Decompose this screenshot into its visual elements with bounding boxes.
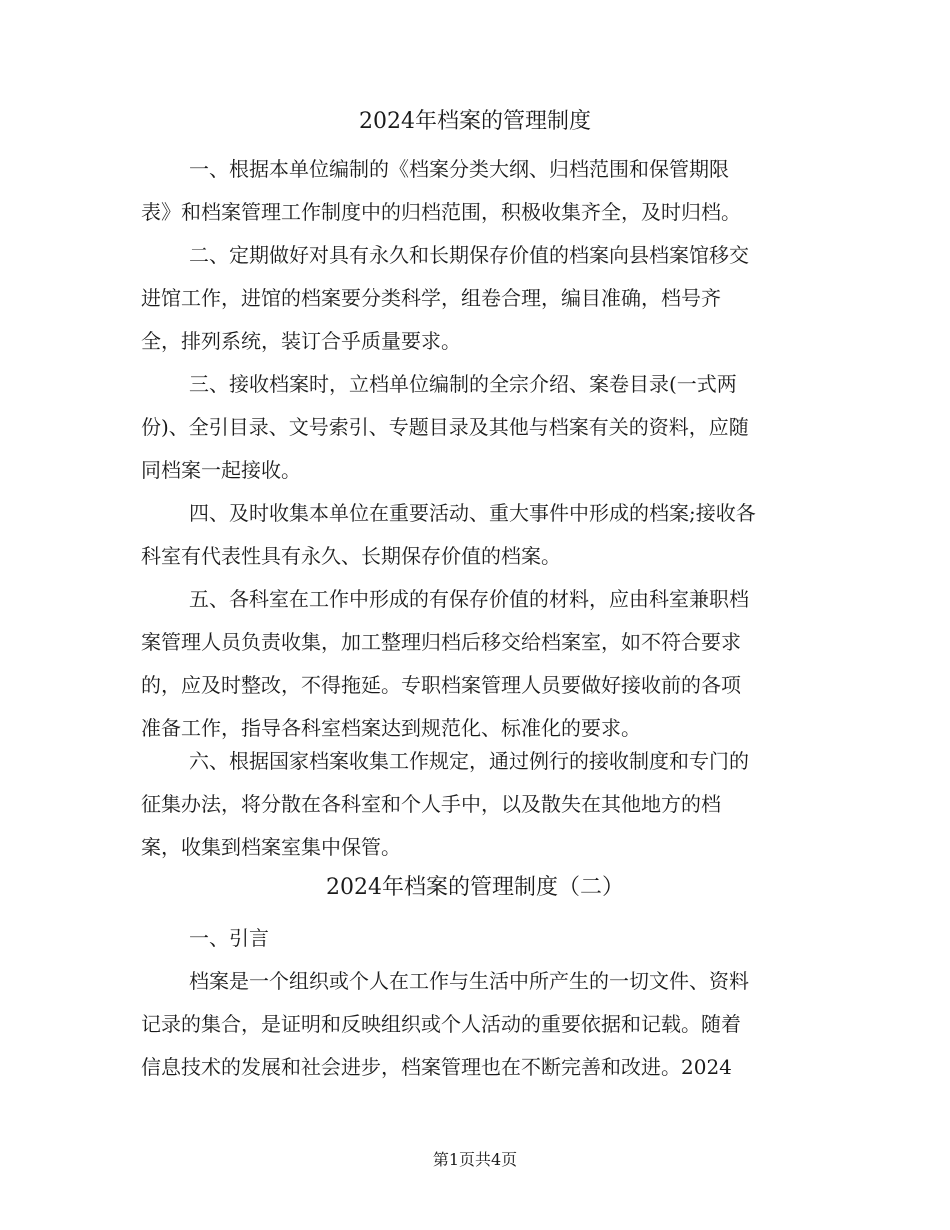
- paragraph-line: 信息技术的发展和社会进步，档案管理也在不断完善和改进。2024: [141, 1055, 732, 1079]
- paragraph: [141, 578, 821, 750]
- paragraph: [141, 363, 821, 492]
- paragraph-line: 份)、全引目录、文号索引、专题目录及其他与档案有关的资料，应随: [141, 415, 749, 439]
- paragraph-line: 一、根据本单位编制的《档案分类大纲、归档范围和保管期限: [189, 157, 729, 181]
- paragraph-line: 科室有代表性具有永久、长期保存价值的档案。: [141, 544, 561, 568]
- paragraph-line: 档案是一个组织或个人在工作与生活中所产生的一切文件、资料: [189, 969, 749, 993]
- paragraph: [141, 740, 821, 869]
- paragraph-line: 四、及时收集本单位在重要活动、重大事件中形成的档案;接收各: [189, 501, 756, 525]
- paragraph-line: 二、定期做好对具有永久和长期保存价值的档案向县档案馆移交: [189, 243, 749, 267]
- paragraph: [141, 148, 821, 234]
- paragraph-line: 表》和档案管理工作制度中的归档范围，积极收集齐全，及时归档。: [141, 200, 741, 224]
- paragraph-line: 全，排列系统，装订合乎质量要求。: [141, 329, 461, 353]
- paragraph-line: 准备工作，指导各科室档案达到规范化、标准化的要求。: [141, 716, 641, 740]
- paragraph-line: 三、接收档案时，立档单位编制的全宗介绍、案卷目录(一式两: [189, 372, 737, 396]
- paragraph-line: 进馆工作，进馆的档案要分类科学，组卷合理，编目准确，档号齐: [141, 286, 721, 310]
- paragraph-line: 六、根据国家档案收集工作规定，通过例行的接收制度和专门的: [189, 749, 749, 773]
- paragraph-line: 的，应及时整改，不得拖延。专职档案管理人员要做好接收前的各项: [141, 673, 741, 697]
- document-title: 2024年档案的管理制度: [359, 109, 591, 134]
- paragraph: [141, 234, 821, 363]
- heading-line: 一、引言: [189, 926, 269, 950]
- paragraph-line: 案，收集到档案室集中保管。: [141, 835, 401, 859]
- paragraph-line: 征集办法，将分散在各科室和个人手中，以及散失在其他地方的档: [141, 792, 721, 816]
- paragraph-line: 同档案一起接收。: [141, 458, 301, 482]
- paragraph-line: 案管理人员负责收集，加工整理归档后移交给档案室，如不符合要求: [141, 630, 741, 654]
- paragraph: [141, 960, 821, 1089]
- paragraph-line: 五、各科室在工作中形成的有保存价值的材料，应由科室兼职档: [189, 587, 749, 611]
- paragraph: [141, 492, 821, 578]
- page-indicator: 第1页共4页: [432, 1150, 518, 1169]
- section-title: 2024年档案的管理制度（二）: [326, 875, 624, 900]
- paragraph-line: 记录的集合，是证明和反映组织或个人活动的重要依据和记载。随着: [141, 1012, 741, 1036]
- section-heading: [141, 917, 821, 960]
